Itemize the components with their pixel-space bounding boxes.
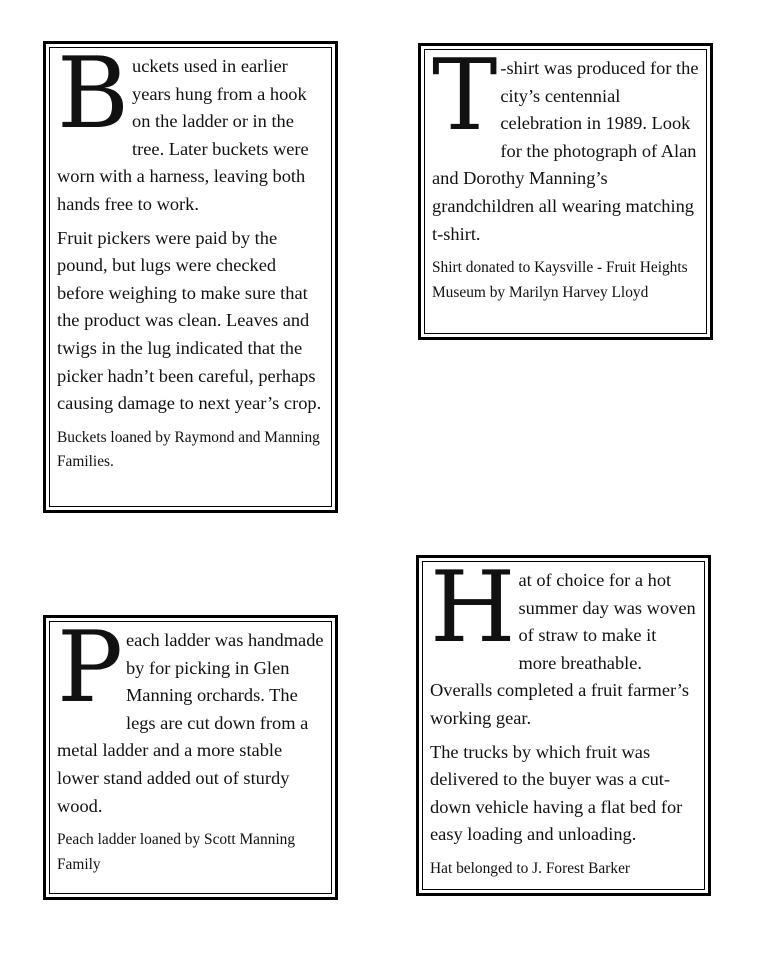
card-credit: Buckets loaned by Raymond and Manning Families. [57,428,320,471]
exhibit-card-tshirt [418,39,713,340]
card-credit: Shirt donated to Kaysville - Fruit Heights Museum by Marilyn Harvey Lloyd [432,259,688,301]
card-paragraph: The trucks by which fruit was delivered to the buyer was a cut-down vehicle having a flat bed for easy loading and unloading. [430,741,683,845]
card-credit: Hat belonged to J. Forest Barker [430,859,631,877]
card-paragraph: uckets used in earlier years hung from a hook on the ladder or in the tree. Later buckets were worn with a harness, leaving both hands free to work. [57,56,309,214]
exhibit-card-ladder [43,611,338,900]
card-paragraph: each ladder was handmade by for picking in Glen Manning orchards. The legs are cut down from a metal ladder and a more stable lower stand added out of sturdy wood. [57,630,324,816]
card-border [49,37,332,507]
card-border [49,611,332,894]
card-border [424,39,707,334]
drop-cap: P [57,611,121,725]
exhibit-card-buckets [43,37,338,513]
drop-cap: T [432,39,496,153]
card-border [422,551,705,890]
card-paragraph: Fruit pickers were paid by the pound, but lugs were checked before weighing to make sure that the product was clean. Leaves and twigs in the lug indicated that the picker hadn’t been careful, perhaps causing damage to next year’s crop. [57,227,322,414]
card-paragraph: -shirt was produced for the city’s centennial celebration in 1989. Look for the photograph of Alan and Dorothy Manning’s grandchildren all wearing matching t-shirt. [432,58,699,244]
drop-cap: H [430,551,514,665]
card-credit: Peach ladder loaned by Scott Manning Family [57,831,296,873]
exhibit-card-hat [416,551,711,896]
drop-cap: B [57,37,128,151]
card-paragraph: at of choice for a hot summer day was woven of straw to make it more breathable. Overalls completed a fruit farmer’s working gear. [430,570,696,728]
